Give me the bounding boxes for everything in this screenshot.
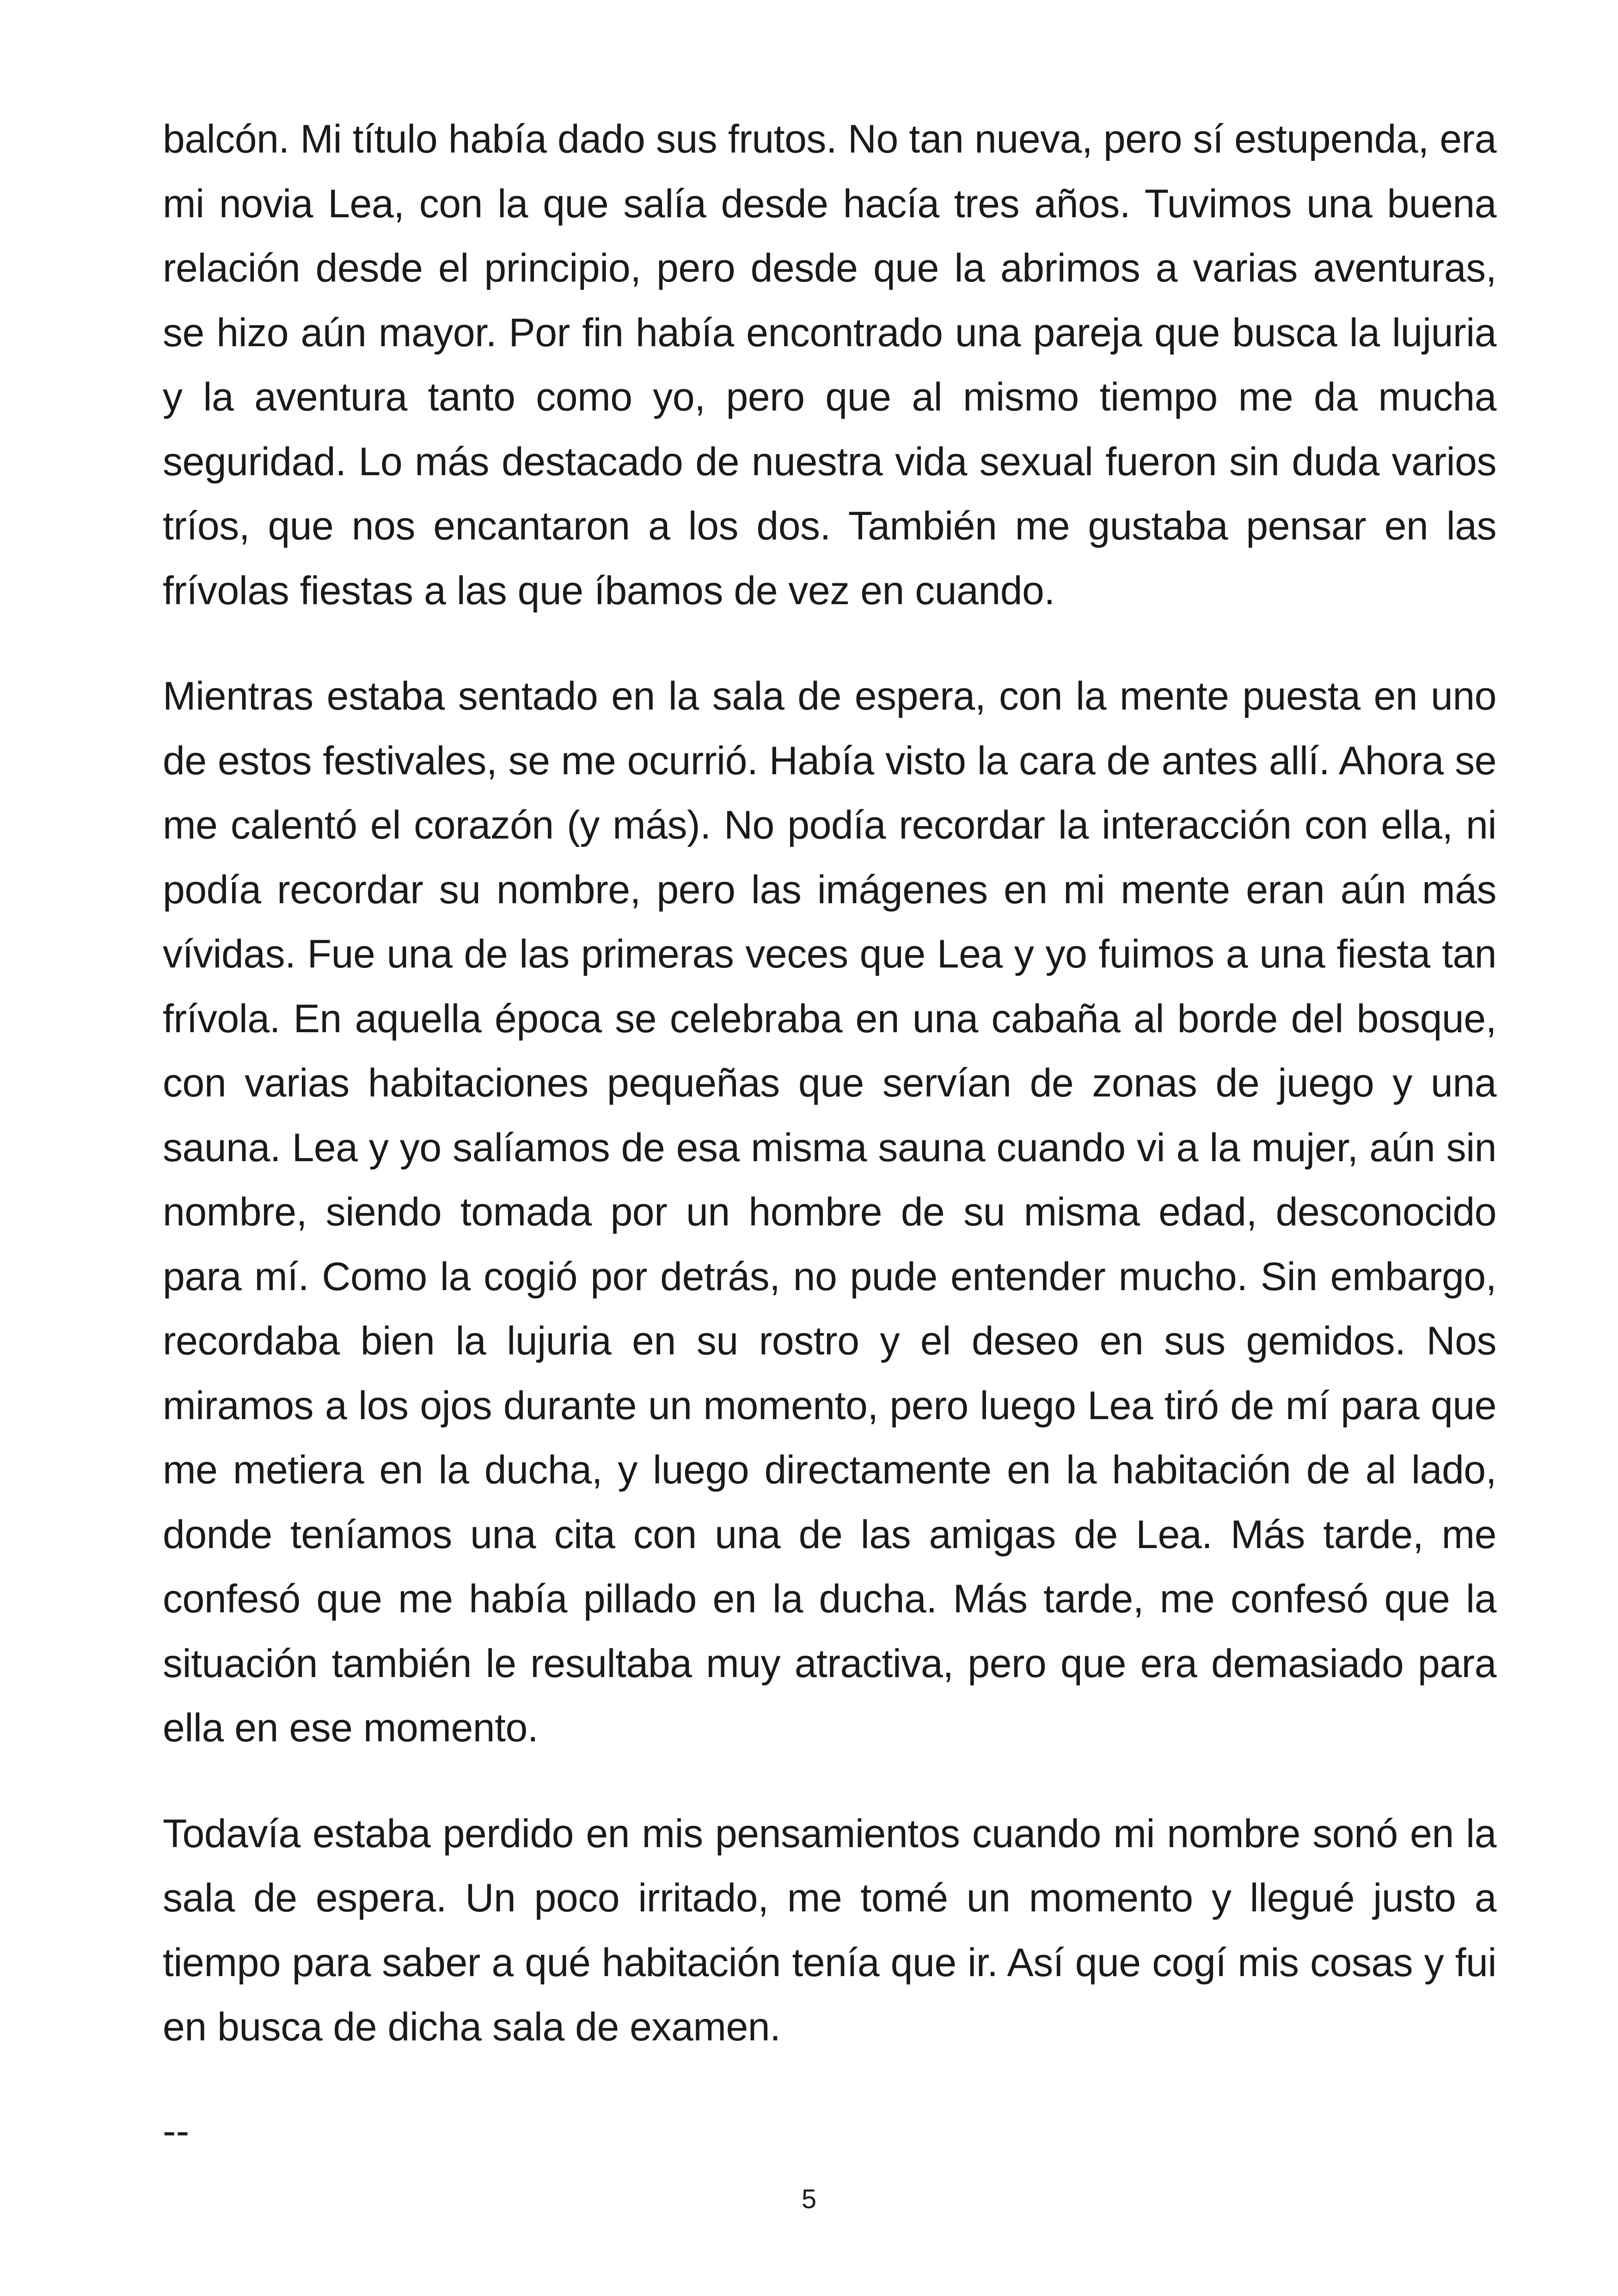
paragraph: Todavía estaba perdido en mis pensamientos cuando mi nombre sonó en la sala de espera. Un poco irritado, me tomé un momento y llegué justo a tiempo para saber a qué habitación tenía que ir. Así que cogí mis cosas y fui en busca de dicha sala de examen. xyxy=(163,1811,1496,2049)
page-number: 5 xyxy=(801,2184,817,2214)
body-text xyxy=(163,107,1496,2060)
paragraph: Mientras estaba sentado en la sala de espera, con la mente puesta en uno de estos festivales, se me ocurrió. Había visto la cara de antes allí. Ahora se me calentó el corazón (y más). No podía recordar la interacción con ella, ni podía recordar su nombre, pero las imágenes en mi mente eran aún más vívidas. Fue una de las primeras veces que Lea y yo fuimos a una fiesta tan frívola. En aquella época se celebraba en una cabaña al borde del bosque, con varias habitaciones pequeñas que servían de zonas de juego y una sauna. Lea y yo salíamos de esa misma sauna cuando vi a la mujer, aún sin nombre, siendo tomada por un hombre de su misma edad, desconocido para mí. Como la cogió por detrás, no pude entender mucho. Sin embargo, recordaba bien la lujuria en su rostro y el deseo en sus gemidos. Nos miramos a los ojos durante un momento, pero luego Lea tiró de mí para que me metiera en la ducha, y luego directamente en la habitación de al lado, donde teníamos una cita con una de las amigas de Lea. Más tarde, me confesó que me había pillado en la ducha. Más tarde, me confesó que la situación también le resultaba muy atractiva, pero que era demasiado para ella en ese momento. xyxy=(163,674,1496,1750)
section-break: -- xyxy=(163,2109,190,2153)
paragraph: balcón. Mi título había dado sus frutos. No tan nueva, pero sí estupenda, era mi novia Lea, con la que salía desde hacía tres años. Tuvimos una buena relación desde el principio, pero desde que la abrimos a varias aventuras, se hizo aún mayor. Por fin había encontrado una pareja que busca la lujuria y la aventura tanto como yo, pero que al mismo tiempo me da mucha seguridad. Lo más destacado de nuestra vida sexual fueron sin duda varios tríos, que nos encantaron a los dos. También me gustaba pensar en las frívolas fiestas a las que íbamos de vez en cuando. xyxy=(163,117,1496,613)
